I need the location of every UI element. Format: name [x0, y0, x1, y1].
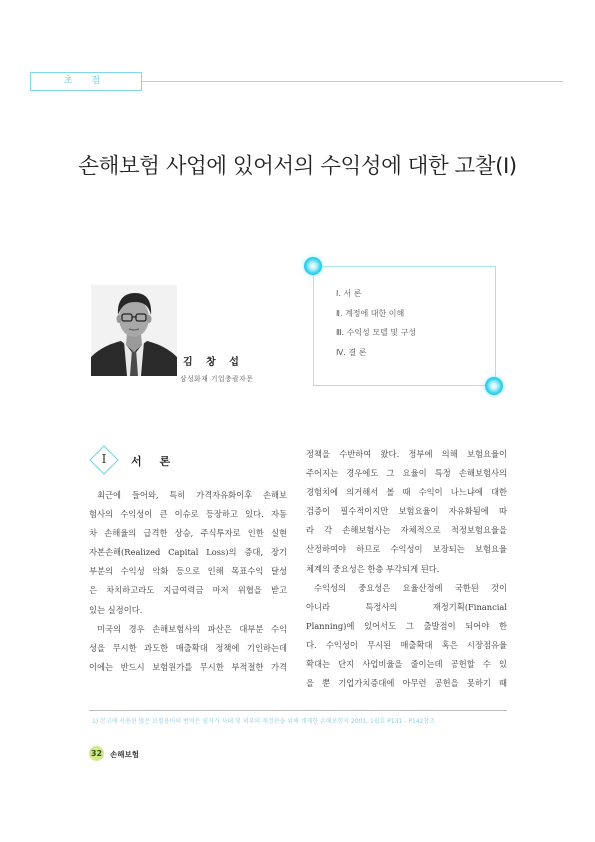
body-line: 은 차치하고라도 지급여력금 마저 위협을 받고 — [89, 585, 287, 596]
body-line: 확대는 단지 사업비율을 줄이는데 공헌할 수 있 — [306, 659, 507, 670]
toc-frame-left — [313, 266, 314, 386]
body-line: 경험치에 의거해서 볼 때 수익이 나느냐에 대한 — [306, 487, 507, 498]
body-line: 검증이 필수적이지만 보험요율이 자유화됨에 따 — [306, 506, 507, 517]
body-line: 있는 실정이다. — [89, 604, 143, 615]
body-line: 산정하여야 하므로 수익성이 보장되는 보험요율 — [306, 544, 507, 555]
article-title: 손해보험 사업에 있어서의 수익성에 대한 고찰(Ⅰ) — [78, 154, 517, 179]
decorative-dot-icon — [485, 377, 503, 395]
toc-frame-right — [495, 266, 496, 386]
author-photo — [91, 285, 177, 376]
body-line: 성을 무시한 과도한 매출확대 정책에 기인하는데 — [89, 642, 287, 653]
toc-item: Ⅲ. 수익성 모델 및 구성 — [336, 328, 417, 337]
body-line: 을 뿐 기업가치증대에 아무런 공헌을 못하기 때 — [306, 678, 507, 689]
toc-frame-top — [313, 266, 496, 267]
magazine-name: 손해보험 — [110, 750, 139, 759]
toc-frame-bottom — [313, 385, 496, 386]
body-line: 이에는 반드시 보험원가를 무시한 부적절한 가격 — [89, 661, 287, 672]
page-number: 32 — [89, 746, 104, 761]
toc-item: Ⅳ. 결 론 — [336, 347, 367, 357]
body-line: 수익성의 중요성은 요율산정에 국한된 것이 — [314, 582, 507, 593]
toc-item: Ⅱ. 계정에 대한 이해 — [336, 308, 405, 318]
body-line: 부분의 수익성 악화 등으로 인해 목표수익 달성 — [89, 566, 287, 577]
body-line: 정책을 수반하여 왔다. 정부에 의해 보험요율이 — [306, 449, 507, 459]
body-line: 아니라 특정사의 재정기획(Financial — [306, 601, 507, 612]
table-of-contents — [336, 289, 416, 367]
decorative-dot-icon — [304, 257, 322, 275]
body-line: 미국의 경우 손해보험사의 파산은 대부분 수익 — [97, 623, 287, 634]
section-tag: 초 점 — [30, 72, 142, 91]
header-rule — [142, 81, 563, 82]
chapter-title: 서 론 — [131, 455, 178, 468]
footnote: 1) 본고에 사용된 많은 보험용어의 번역은 필자가 사내 및 외부의 재정관을 위해 개재한 손해보험지 2001. 1월호 P131 - P142참조 — [92, 718, 436, 725]
author-name: 김 창 섭 — [183, 357, 244, 368]
body-column-left — [89, 486, 287, 677]
body-line: 라 각 손해보험사는 자체적으로 적정보험요율을 — [306, 525, 507, 536]
body-line: 차 손해율의 급격한 상승, 주식투자로 인한 실현 — [89, 528, 287, 539]
body-line: 체계의 중요성은 한층 부각되게 된다. — [306, 563, 440, 574]
chapter-numeral: Ⅰ — [101, 452, 107, 466]
body-line: 험사의 수익성이 큰 이슈로 등장하고 있다. 자동 — [89, 509, 287, 520]
toc-item: Ⅰ. 서 론 — [336, 289, 362, 298]
body-line: Planning)에 있어서도 그 출발점이 되어야 한 — [306, 620, 507, 631]
body-line: 최근에 들어와, 특히 가격자유화이후 손해보 — [97, 490, 287, 500]
portrait-icon — [91, 285, 177, 376]
footnote-rule — [89, 710, 507, 711]
body-line: 다. 수익성이 무시된 매출확대 혹은 시장점유율 — [306, 639, 507, 650]
author-affiliation: 삼성화재 기업충괄자문 — [180, 375, 254, 383]
body-column-right — [306, 445, 507, 693]
body-line: 자본손해(Realized Capital Loss)의 증대, 장기 — [89, 547, 287, 558]
body-line: 주어지는 경우에도 그 요율이 특정 손해보험사의 — [306, 468, 507, 479]
